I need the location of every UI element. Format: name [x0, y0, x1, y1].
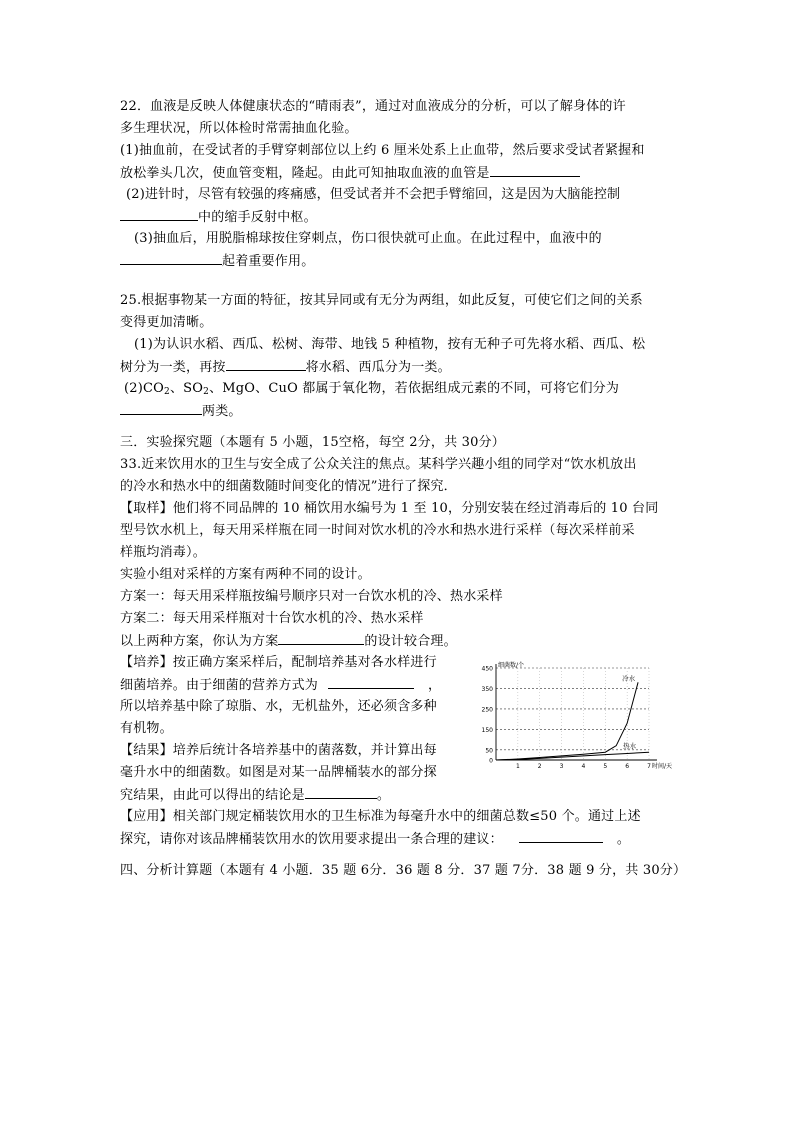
- q22-line-3: (1)抽血前，在受试者的手臂穿刺部位以上约 6 厘米处系上止血带，然后要求受试者紧握和: [120, 143, 645, 158]
- series-line-0: [496, 682, 638, 760]
- answer-blank[interactable]: [120, 400, 202, 415]
- q33-line-17: 【应用】相关部门规定桶装饮用水的卫生标准为每毫升水中的细菌总数≤50 个。通过上述: [120, 809, 641, 824]
- q33-line-8: 方案二：每天用采样瓶对十台饮水机的冷、热水采样: [120, 611, 424, 626]
- q22-line-4: [120, 162, 580, 184]
- q33-line-9b: 的设计较合理。: [364, 634, 457, 649]
- x-tick-label: 3: [559, 763, 564, 770]
- series-label: 热水: [623, 742, 637, 751]
- q33-line-18: [120, 828, 630, 850]
- answer-blank[interactable]: [490, 162, 580, 177]
- q25-line-5a: (2)CO: [124, 381, 165, 396]
- y-tick-label: 450: [481, 665, 493, 673]
- q33-line-9: [120, 630, 457, 652]
- y-axis-label: 细菌数/个: [498, 662, 525, 669]
- y-tick-label: 250: [481, 706, 493, 714]
- x-tick-label: 5: [603, 763, 608, 770]
- y-tick-label: 350: [481, 685, 493, 693]
- q22-line-6: [120, 206, 317, 228]
- section-3-heading: 三．实验探究题（本题有 5 小题，15空格，每空 2分，共 30分）: [120, 435, 505, 450]
- y-tick-label: 50: [485, 747, 493, 755]
- q25-line-2: 变得更加清晰。: [120, 315, 213, 330]
- q33-line-1: 33.近来饮用水的卫生与安全成了公众关注的焦点。某科学兴趣小组的同学对“饮水机放出: [120, 457, 637, 472]
- q25-line-3: (1)为认识水稻、西瓜、松树、海带、地钱 5 种植物，按有无种子可先将水稻、西瓜、松: [134, 337, 646, 352]
- section-4-heading: 四、分析计算题（本题有 4 小题．35 题 6分．36 题 8 分．37 题 7分．38 题 9 分，共 30分）: [120, 863, 687, 878]
- q33-line-14: 【结果】培养后统计各培养基中的菌落数，并计算出每: [120, 743, 437, 758]
- series-label: 冷水: [622, 674, 636, 683]
- q33-line-11b: ，: [428, 678, 442, 693]
- q22-line-8-text: 起着重要作用。: [222, 254, 315, 269]
- q22-line-2: 多生理状况，所以体检时常需抽血化验。: [120, 121, 358, 136]
- q22-line-6-text: 中的缩手反射中枢。: [198, 210, 317, 225]
- q33-line-9a: 以上两种方案，你认为方案: [120, 634, 279, 649]
- q33-line-11a: 细菌培养。由于细菌的营养方式为: [120, 678, 319, 693]
- answer-blank[interactable]: [278, 630, 364, 645]
- q22-line-4-text: 放松拳头几次，使血管变粗，隆起。由此可知抽取血液的血管是: [120, 166, 490, 181]
- q25-line-5e: 、MgO、CuO 都属于氧化物，若依据组成元素的不同，可将它们分为: [209, 381, 620, 396]
- q33-line-7: 方案一：每天用采样瓶按编号顺序只对一台饮水机的冷、热水采样: [120, 589, 503, 604]
- q33-line-5: 样瓶均消毒）。: [120, 545, 206, 560]
- q25-line-4a: 树分为一类，再按: [120, 360, 226, 375]
- x-tick-label: 1: [515, 763, 520, 770]
- q33-line-2: 的冷水和热水中的细菌数随时间变化的情况”进行了探究．: [120, 479, 457, 494]
- q33-line-10: 【培养】按正确方案采样后，配制培养基对各水样进行: [120, 655, 437, 670]
- q22-line-7: (3)抽血后，用脱脂棉球按住穿刺点，伤口很快就可止血。在此过程中，血液中的: [134, 231, 602, 246]
- q25-line-6-text: 两类。: [202, 404, 242, 419]
- q22-line-8: [120, 250, 314, 272]
- y-tick-label: 0: [489, 757, 493, 765]
- q33-line-18a: 探究，请你对该品牌桶装饮用水的饮用要求提出一条合理的建议：: [120, 832, 503, 847]
- q22-line-1: 22．血液是反映人体健康状态的“晴雨表”，通过对血液成分的分析，可以了解身体的许: [120, 99, 626, 114]
- x-tick-label: 2: [537, 763, 542, 770]
- q33-line-6: 实验小组对采样的方案有两种不同的设计。: [120, 567, 371, 582]
- answer-blank[interactable]: [519, 828, 603, 843]
- q25-line-1: 25.根据事物某一方面的特征，按其异同或有无分为两组，如此反复，可使它们之间的关系: [120, 293, 643, 308]
- x-tick-label: 6: [625, 763, 630, 770]
- x-tick-label: 7: [647, 763, 651, 770]
- q33-line-13: 有机物。: [120, 721, 173, 736]
- q33-line-15: 毫升水中的细菌数。如图是对某一品牌桶装水的部分探: [120, 765, 437, 780]
- answer-blank[interactable]: [328, 674, 414, 689]
- q25-line-4b: 将水稻、西瓜分为一类。: [305, 360, 451, 375]
- y-tick-label: 150: [481, 726, 493, 734]
- subscript: 2: [164, 387, 170, 397]
- q33-line-11: [120, 674, 441, 696]
- subscript: 2: [203, 387, 210, 397]
- answer-blank[interactable]: [120, 206, 198, 221]
- answer-blank[interactable]: [120, 250, 222, 265]
- q33-line-16b: 。: [376, 788, 391, 803]
- q33-line-3: 【取样】他们将不同品牌的 10 桶饮用水编号为 1 至 10，分别安装在经过消毒后的 10 台同: [120, 501, 659, 516]
- answer-blank[interactable]: [305, 784, 377, 799]
- q33-line-16a: 究结果，由此可以得出的结论是: [120, 788, 305, 803]
- q25-line-5c: 、SO: [169, 381, 204, 396]
- x-tick-label: 4: [581, 763, 586, 770]
- answer-blank[interactable]: [226, 356, 306, 371]
- q33-line-12: 所以培养基中除了琼脂、水，无机盐外，还必须含多种: [120, 699, 437, 714]
- bacteria-count-chart: [474, 660, 684, 778]
- q25-line-4: [120, 356, 451, 378]
- q33-line-16: [120, 784, 390, 806]
- q25-line-6: [120, 400, 242, 422]
- q22-line-5: (2)进针时，尽管有较强的疼痛感，但受试者并不会把手臂缩回，这是因为大脑能控制: [126, 187, 621, 202]
- q33-line-18b: 。: [616, 832, 631, 847]
- q33-line-4: 型号饮水机上，每天用采样瓶在同一时间对饮水机的冷水和热水进行采样（每次采样前采: [120, 523, 635, 538]
- x-axis-label: 时间/天: [652, 763, 673, 770]
